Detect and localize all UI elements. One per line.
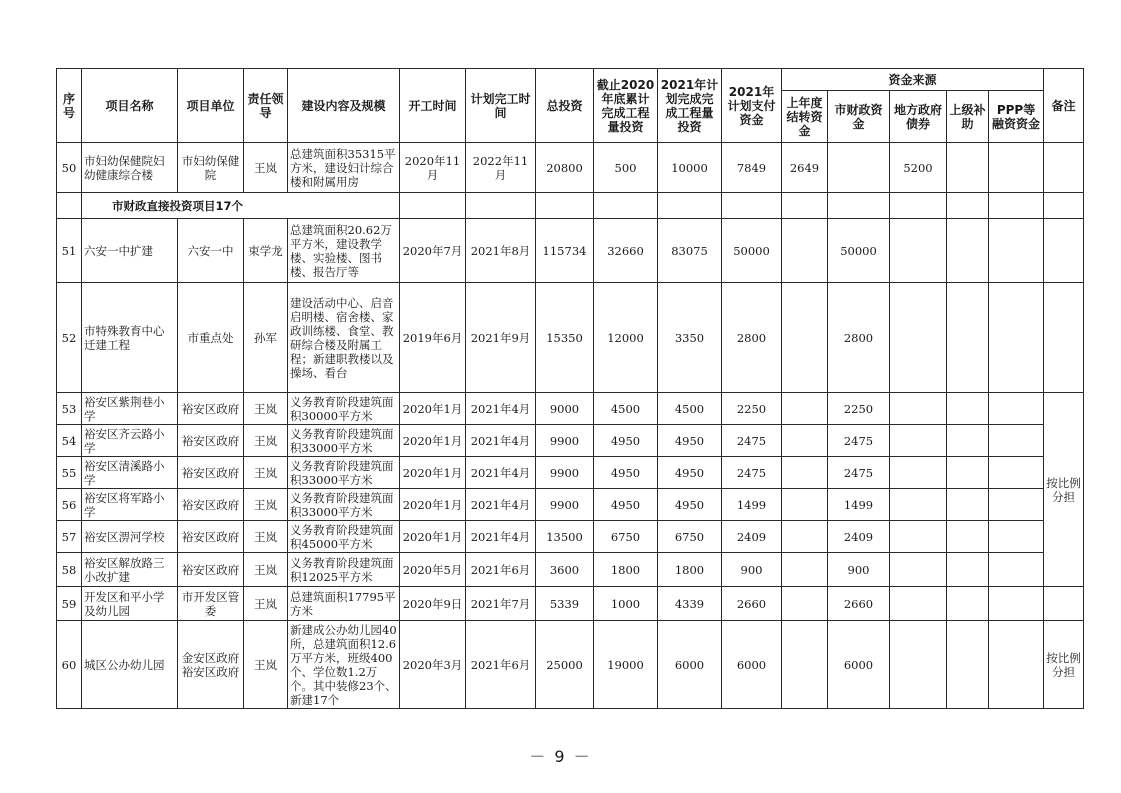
cell-no: 58 xyxy=(57,553,82,587)
cell-unit: 裕安区政府 xyxy=(178,425,244,457)
cell-end: 2022年11月 xyxy=(466,143,536,193)
cell-city: 1499 xyxy=(828,489,890,521)
section-title: 市财政直接投资项目17个 xyxy=(82,193,400,219)
cell-bond xyxy=(890,587,947,621)
cell-plan2021: 83075 xyxy=(658,219,722,283)
cell-ppp xyxy=(989,553,1044,587)
cell-name: 裕安区齐云路小学 xyxy=(82,425,178,457)
cell-name: 开发区和平小学及幼儿园 xyxy=(82,587,178,621)
cell-empty xyxy=(947,193,989,219)
header-leader: 责任领导 xyxy=(244,69,288,143)
cell-upper xyxy=(947,219,989,283)
cell-ppp xyxy=(989,457,1044,489)
cell-pay2021: 2409 xyxy=(722,521,782,553)
cell-start: 2020年1月 xyxy=(400,489,466,521)
cell-bond xyxy=(890,457,947,489)
table-header xyxy=(57,69,1084,143)
cell-plan2021: 6000 xyxy=(658,621,722,709)
cell-leader: 束学龙 xyxy=(244,219,288,283)
cell-name: 市特殊教育中心迁建工程 xyxy=(82,283,178,393)
cell-bond xyxy=(890,521,947,553)
cell-plan2021: 4500 xyxy=(658,393,722,425)
cell-content: 义务教育阶段建筑面积12025平方米 xyxy=(288,553,400,587)
cell-start: 2020年11月 xyxy=(400,143,466,193)
cell-total: 5339 xyxy=(536,587,594,621)
cell-total: 25000 xyxy=(536,621,594,709)
cell-unit: 金安区政府裕安区政府 xyxy=(178,621,244,709)
cell-city: 2250 xyxy=(828,393,890,425)
cell-empty xyxy=(890,193,947,219)
cell-unit: 六安一中 xyxy=(178,219,244,283)
cell-end: 2021年9月 xyxy=(466,283,536,393)
table-row xyxy=(57,553,1084,587)
cell-ppp xyxy=(989,425,1044,457)
cell-city: 2800 xyxy=(828,283,890,393)
cell-content: 总建筑面积17795平方米 xyxy=(288,587,400,621)
header-content: 建设内容及规模 xyxy=(288,69,400,143)
header-start: 开工时间 xyxy=(400,69,466,143)
cell-carry: 2649 xyxy=(782,143,828,193)
cell-content: 建设活动中心、启音启明楼、宿舍楼、家政训练楼、食堂、教研综合楼及附属工程；新建职教楼以及操场、看台 xyxy=(288,283,400,393)
cell-unit: 市开发区管委 xyxy=(178,587,244,621)
cell-done2020: 1000 xyxy=(594,587,658,621)
cell-carry xyxy=(782,425,828,457)
table-row xyxy=(57,219,1084,283)
cell-plan2021: 1800 xyxy=(658,553,722,587)
cell-done2020: 4950 xyxy=(594,489,658,521)
cell-no: 50 xyxy=(57,143,82,193)
table-row xyxy=(57,621,1084,709)
cell-plan2021: 6750 xyxy=(658,521,722,553)
cell-empty xyxy=(594,193,658,219)
cell-start: 2020年1月 xyxy=(400,457,466,489)
cell-pay2021: 2475 xyxy=(722,457,782,489)
header-city: 市财政资金 xyxy=(828,91,890,143)
cell-leader: 王岚 xyxy=(244,621,288,709)
cell-city: 2660 xyxy=(828,587,890,621)
cell-upper xyxy=(947,489,989,521)
cell-start: 2020年7月 xyxy=(400,219,466,283)
cell-plan2021: 10000 xyxy=(658,143,722,193)
cell-no: 60 xyxy=(57,621,82,709)
cell-start: 2020年3月 xyxy=(400,621,466,709)
cell-start: 2020年9日 xyxy=(400,587,466,621)
section-row xyxy=(57,193,1084,219)
cell-done2020: 12000 xyxy=(594,283,658,393)
cell-carry xyxy=(782,283,828,393)
cell-ppp xyxy=(989,143,1044,193)
cell-end: 2021年4月 xyxy=(466,521,536,553)
cell-bond xyxy=(890,425,947,457)
project-table xyxy=(56,68,1084,709)
cell-start: 2020年1月 xyxy=(400,425,466,457)
cell-upper xyxy=(947,425,989,457)
cell-pay2021: 7849 xyxy=(722,143,782,193)
cell-ppp xyxy=(989,621,1044,709)
table-row xyxy=(57,393,1084,425)
cell-leader: 王岚 xyxy=(244,521,288,553)
cell-total: 9000 xyxy=(536,393,594,425)
cell-done2020: 32660 xyxy=(594,219,658,283)
cell-content: 义务教育阶段建筑面积30000平方米 xyxy=(288,393,400,425)
cell-name: 裕安区紫荆巷小学 xyxy=(82,393,178,425)
cell-total: 9900 xyxy=(536,457,594,489)
cell-name: 裕安区将军路小学 xyxy=(82,489,178,521)
cell-ppp xyxy=(989,587,1044,621)
cell-city: 6000 xyxy=(828,621,890,709)
table-row xyxy=(57,521,1084,553)
cell-total: 3600 xyxy=(536,553,594,587)
header-done2020: 截止2020年底累计完成工程量投资 xyxy=(594,69,658,143)
table-body xyxy=(57,143,1084,709)
cell-ppp xyxy=(989,283,1044,393)
cell-total: 20800 xyxy=(536,143,594,193)
cell-pay2021: 50000 xyxy=(722,219,782,283)
cell-end: 2021年4月 xyxy=(466,457,536,489)
cell-note xyxy=(1044,283,1084,393)
cell-carry xyxy=(782,457,828,489)
cell-bond xyxy=(890,393,947,425)
cell-content: 义务教育阶段建筑面积45000平方米 xyxy=(288,521,400,553)
cell-leader: 王岚 xyxy=(244,553,288,587)
cell-bond xyxy=(890,489,947,521)
cell-bond xyxy=(890,219,947,283)
cell-content: 义务教育阶段建筑面积33000平方米 xyxy=(288,425,400,457)
cell-city: 2409 xyxy=(828,521,890,553)
cell-ppp xyxy=(989,219,1044,283)
cell-pay2021: 6000 xyxy=(722,621,782,709)
cell-bond xyxy=(890,283,947,393)
cell-no xyxy=(57,193,82,219)
cell-name: 裕安区解放路三小改扩建 xyxy=(82,553,178,587)
cell-plan2021: 4950 xyxy=(658,457,722,489)
cell-name: 裕安区清溪路小学 xyxy=(82,457,178,489)
cell-leader: 王岚 xyxy=(244,489,288,521)
cell-plan2021: 4339 xyxy=(658,587,722,621)
cell-carry xyxy=(782,553,828,587)
cell-empty xyxy=(782,193,828,219)
cell-content: 新建成公办幼儿园40所，总建筑面积12.6万平方米，班级400个、学位数1.2万个。其中装修23个、新建17个 xyxy=(288,621,400,709)
cell-end: 2021年8月 xyxy=(466,219,536,283)
cell-name: 城区公办幼儿园 xyxy=(82,621,178,709)
cell-done2020: 4950 xyxy=(594,457,658,489)
cell-no: 54 xyxy=(57,425,82,457)
cell-empty xyxy=(466,193,536,219)
cell-pay2021: 2660 xyxy=(722,587,782,621)
cell-pay2021: 1499 xyxy=(722,489,782,521)
cell-empty xyxy=(536,193,594,219)
cell-no: 53 xyxy=(57,393,82,425)
header-carry: 上年度结转资金 xyxy=(782,91,828,143)
cell-end: 2021年4月 xyxy=(466,425,536,457)
cell-plan2021: 4950 xyxy=(658,489,722,521)
cell-ppp xyxy=(989,521,1044,553)
cell-start: 2020年5月 xyxy=(400,553,466,587)
cell-end: 2021年6月 xyxy=(466,621,536,709)
cell-upper xyxy=(947,621,989,709)
cell-start: 2020年1月 xyxy=(400,393,466,425)
cell-content: 总建筑面积35315平方米，建设妇计综合楼和附属用房 xyxy=(288,143,400,193)
header-upper: 上级补助 xyxy=(947,91,989,143)
header-note: 备注 xyxy=(1044,69,1084,143)
cell-no: 56 xyxy=(57,489,82,521)
cell-carry xyxy=(782,587,828,621)
cell-total: 115734 xyxy=(536,219,594,283)
header-name: 项目名称 xyxy=(82,69,178,143)
cell-city: 2475 xyxy=(828,425,890,457)
cell-no: 57 xyxy=(57,521,82,553)
cell-done2020: 6750 xyxy=(594,521,658,553)
cell-leader: 王岚 xyxy=(244,393,288,425)
cell-empty xyxy=(658,193,722,219)
cell-empty xyxy=(828,193,890,219)
cell-no: 52 xyxy=(57,283,82,393)
cell-note xyxy=(1044,587,1084,621)
cell-carry xyxy=(782,621,828,709)
cell-carry xyxy=(782,521,828,553)
cell-unit: 裕安区政府 xyxy=(178,553,244,587)
header-plan2021: 2021年计划完成完成工程量投资 xyxy=(658,69,722,143)
cell-no: 51 xyxy=(57,219,82,283)
cell-upper xyxy=(947,457,989,489)
cell-no: 59 xyxy=(57,587,82,621)
header-source: 资金来源 xyxy=(782,69,1044,91)
cell-upper xyxy=(947,521,989,553)
cell-city: 50000 xyxy=(828,219,890,283)
header-total: 总投资 xyxy=(536,69,594,143)
cell-ppp xyxy=(989,489,1044,521)
header-end: 计划完工时间 xyxy=(466,69,536,143)
cell-upper xyxy=(947,143,989,193)
cell-unit: 裕安区政府 xyxy=(178,521,244,553)
cell-pay2021: 2800 xyxy=(722,283,782,393)
cell-pay2021: 900 xyxy=(722,553,782,587)
page-number: － 9 － xyxy=(529,747,592,766)
cell-total: 13500 xyxy=(536,521,594,553)
cell-total: 15350 xyxy=(536,283,594,393)
cell-unit: 裕安区政府 xyxy=(178,393,244,425)
cell-total: 9900 xyxy=(536,425,594,457)
cell-upper xyxy=(947,553,989,587)
table-row xyxy=(57,489,1084,521)
cell-done2020: 4950 xyxy=(594,425,658,457)
table-row xyxy=(57,425,1084,457)
cell-pay2021: 2250 xyxy=(722,393,782,425)
cell-unit: 市重点处 xyxy=(178,283,244,393)
cell-plan2021: 4950 xyxy=(658,425,722,457)
cell-done2020: 19000 xyxy=(594,621,658,709)
cell-name: 裕安区淠河学校 xyxy=(82,521,178,553)
cell-name: 市妇幼保健院妇幼健康综合楼 xyxy=(82,143,178,193)
cell-leader: 孙军 xyxy=(244,283,288,393)
cell-upper xyxy=(947,283,989,393)
cell-no: 55 xyxy=(57,457,82,489)
cell-pay2021: 2475 xyxy=(722,425,782,457)
cell-content: 总建筑面积20.62万平方米，建设教学楼、实验楼、图书楼、报告厅等 xyxy=(288,219,400,283)
header-no: 序号 xyxy=(57,69,82,143)
cell-end: 2021年4月 xyxy=(466,489,536,521)
cell-city: 900 xyxy=(828,553,890,587)
cell-done2020: 1800 xyxy=(594,553,658,587)
table-row xyxy=(57,457,1084,489)
table-row xyxy=(57,283,1084,393)
cell-total: 9900 xyxy=(536,489,594,521)
cell-end: 2021年7月 xyxy=(466,587,536,621)
cell-unit: 市妇幼保健院 xyxy=(178,143,244,193)
cell-end: 2021年4月 xyxy=(466,393,536,425)
header-bond: 地方政府债券 xyxy=(890,91,947,143)
cell-name: 六安一中扩建 xyxy=(82,219,178,283)
cell-unit: 裕安区政府 xyxy=(178,457,244,489)
cell-upper xyxy=(947,393,989,425)
cell-content: 义务教育阶段建筑面积33000平方米 xyxy=(288,457,400,489)
cell-note xyxy=(1044,219,1084,283)
cell-bond xyxy=(890,553,947,587)
cell-done2020: 500 xyxy=(594,143,658,193)
cell-leader: 王岚 xyxy=(244,143,288,193)
cell-empty xyxy=(989,193,1044,219)
cell-note-group: 按比例分担 xyxy=(1044,393,1084,587)
cell-leader: 王岚 xyxy=(244,425,288,457)
header-unit: 项目单位 xyxy=(178,69,244,143)
cell-leader: 王岚 xyxy=(244,457,288,489)
cell-upper xyxy=(947,587,989,621)
cell-start: 2019年6月 xyxy=(400,283,466,393)
cell-content: 义务教育阶段建筑面积33000平方米 xyxy=(288,489,400,521)
table-row xyxy=(57,143,1084,193)
cell-done2020: 4500 xyxy=(594,393,658,425)
cell-note-row60: 按比例分担 xyxy=(1044,621,1084,709)
cell-empty xyxy=(1044,193,1084,219)
cell-bond xyxy=(890,621,947,709)
cell-ppp xyxy=(989,393,1044,425)
cell-city xyxy=(828,143,890,193)
cell-plan2021: 3350 xyxy=(658,283,722,393)
cell-carry xyxy=(782,489,828,521)
cell-carry xyxy=(782,219,828,283)
cell-note xyxy=(1044,143,1084,193)
cell-city: 2475 xyxy=(828,457,890,489)
table-row xyxy=(57,587,1084,621)
cell-bond: 5200 xyxy=(890,143,947,193)
cell-carry xyxy=(782,393,828,425)
header-pay2021: 2021年计划支付资金 xyxy=(722,69,782,143)
cell-empty xyxy=(722,193,782,219)
cell-leader: 王岚 xyxy=(244,587,288,621)
cell-unit: 裕安区政府 xyxy=(178,489,244,521)
header-ppp: PPP等融资资金 xyxy=(989,91,1044,143)
cell-end: 2021年6月 xyxy=(466,553,536,587)
cell-empty xyxy=(400,193,466,219)
cell-start: 2020年1月 xyxy=(400,521,466,553)
